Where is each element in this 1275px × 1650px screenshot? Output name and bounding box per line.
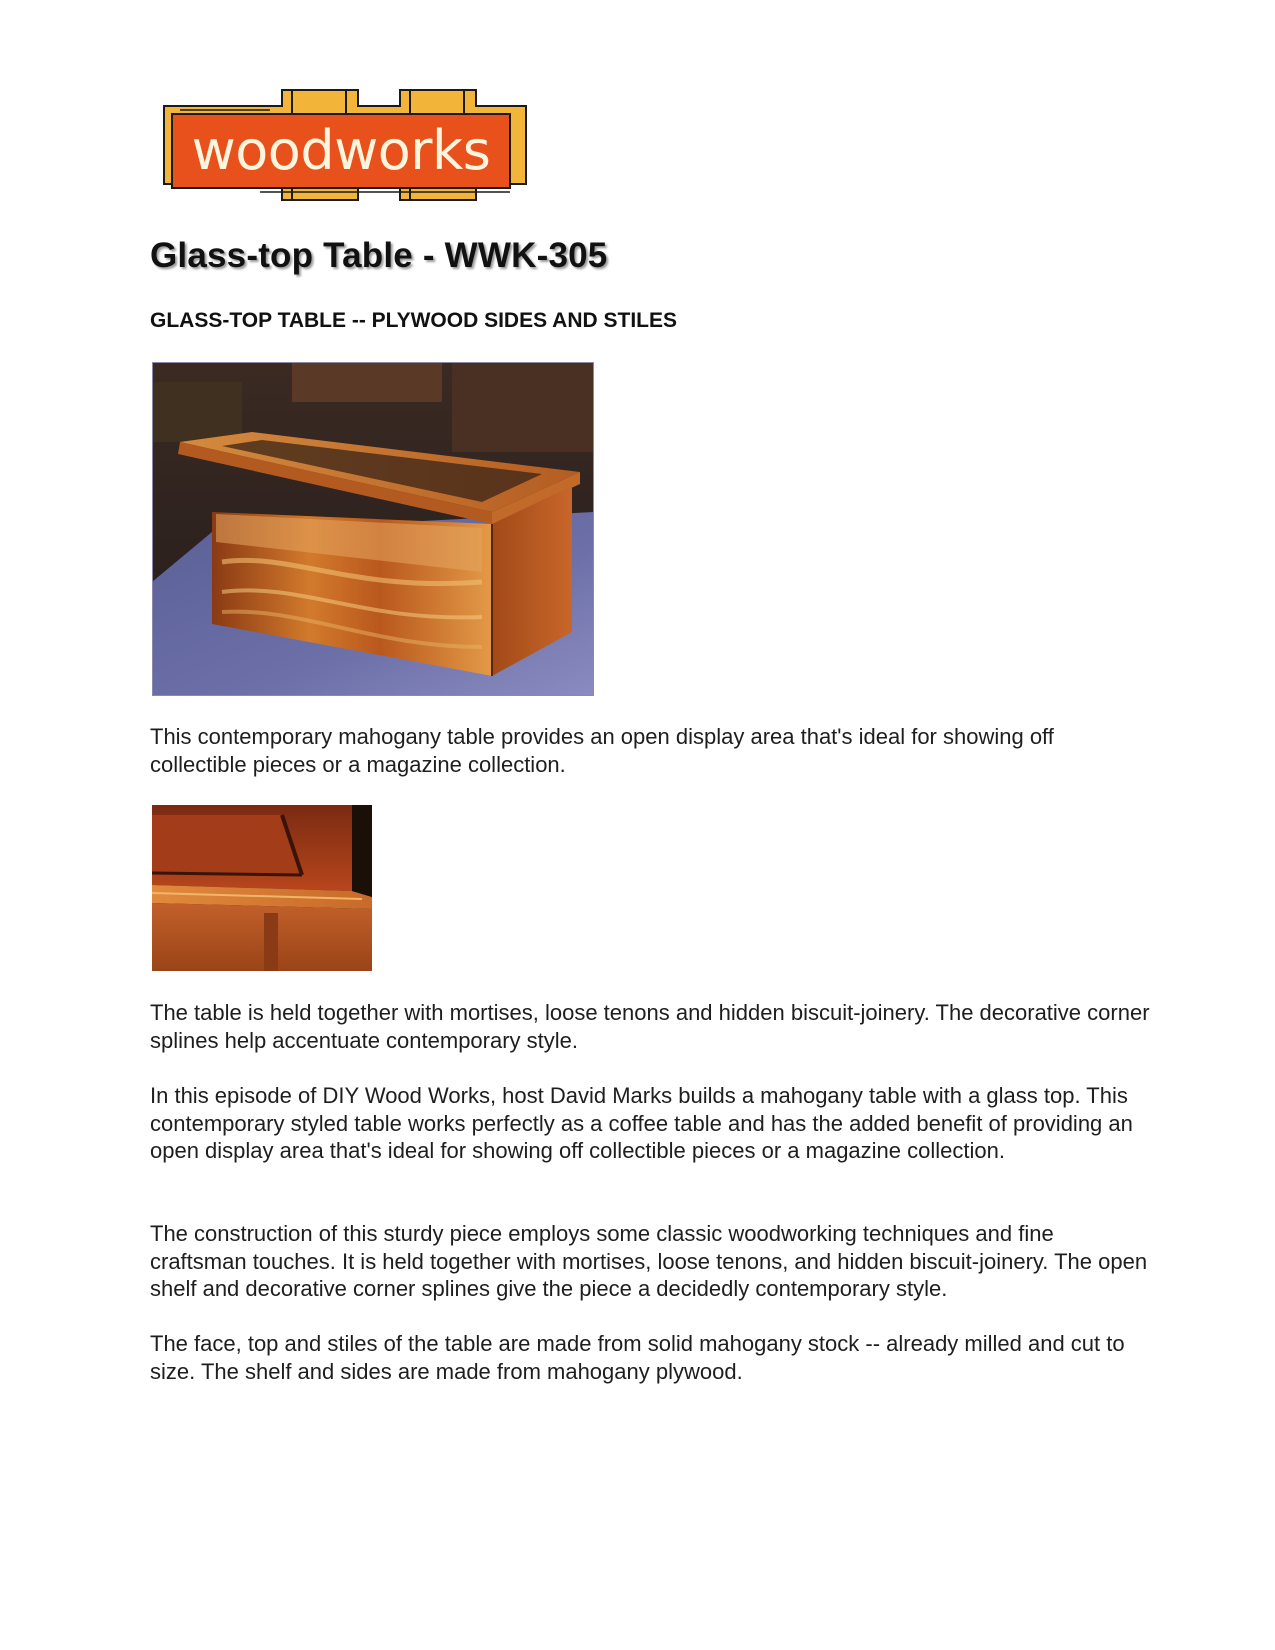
page-subtitle: GLASS-TOP TABLE -- PLYWOOD SIDES AND STILES (150, 309, 677, 332)
episode-paragraph: In this episode of DIY Wood Works, host David Marks builds a mahogany table with a glass top. This contemporary styled table works perfectly as a coffee table and has the added benefit of providing an open display area that's ideal for showing off collectible pieces or a magazine collection. (150, 1083, 1133, 1163)
materials-paragraph: The face, top and stiles of the table are made from solid mahogany stock -- already milled and cut to size. The shelf and sides are made from mahogany plywood. (150, 1331, 1125, 1384)
table-photo (152, 362, 594, 696)
logo-wordmark: woodworks (191, 119, 491, 182)
page-title: Glass-top Table - WWK-305 (150, 236, 608, 275)
intro-paragraph: This contemporary mahogany table provides an open display area that's ideal for showing off collectible pieces or a magazine collection. (150, 724, 1054, 777)
construction-paragraph: The construction of this sturdy piece employs some classic woodworking techniques and fine craftsman touches. It is held together with mortises, loose tenons, and hidden biscuit-joinery. The open shelf and decorative corner splines give the piece a decidedly contemporary style. (150, 1221, 1148, 1301)
corner-detail-photo (152, 805, 372, 971)
joinery-paragraph: The table is held together with mortises, loose tenons and hidden biscuit-joinery. The decorative corner splines help accentuate contemporary style. (150, 1000, 1150, 1053)
woodworks-logo (160, 86, 532, 204)
